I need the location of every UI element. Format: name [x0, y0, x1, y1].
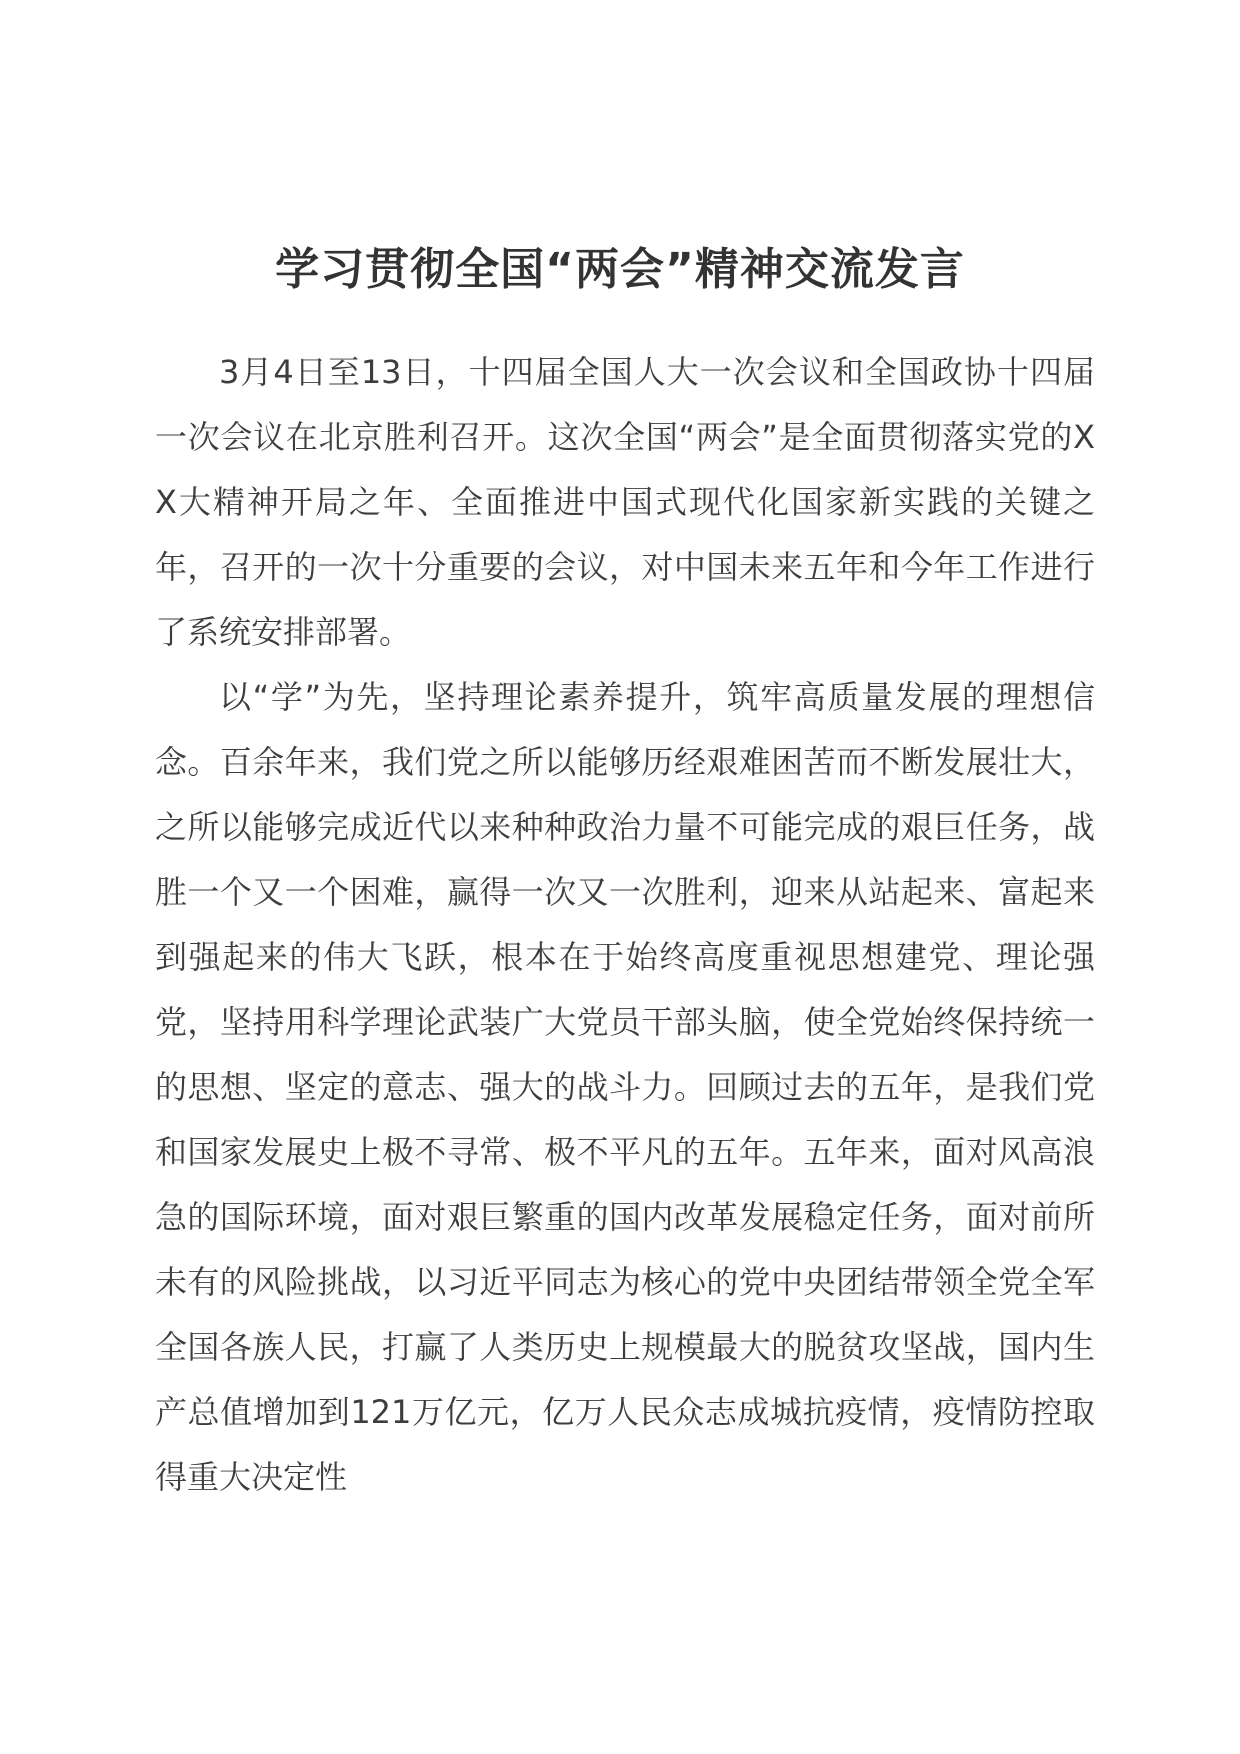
document-body: [155, 340, 1095, 1510]
paragraph-1: 3月4日至13日，十四届全国人大一次会议和全国政协十四届一次会议在北京胜利召开。这次全国“两会”是全面贯彻落实党的XX大精神开局之年、全面推进中国式现代化国家新实践的关键之年，召开的一次十分重要的会议，对中国未来五年和今年工作进行了系统安排部署。: [155, 353, 1095, 651]
document-title: 学习贯彻全国“两会”精神交流发言: [275, 244, 965, 295]
paragraph-2: 以“学”为先，坚持理论素养提升，筑牢高质量发展的理想信念。百余年来，我们党之所以能够历经艰难困苦而不断发展壮大，之所以能够完成近代以来种种政治力量不可能完成的艰巨任务，战胜一个又一个困难，赢得一次又一次胜利，迎来从站起来、富起来到强起来的伟大飞跃，根本在于始终高度重视思想建党、理论强党，坚持用科学理论武装广大党员干部头脑，使全党始终保持统一的思想、坚定的意志、强大的战斗力。回顾过去的五年，是我们党和国家发展史上极不寻常、极不平凡的五年。五年来，面对风高浪急的国际环境，面对艰巨繁重的国内改革发展稳定任务，面对前所未有的风险挑战，以习近平同志为核心的党中央团结带领全党全军全国各族人民，打赢了人类历史上规模最大的脱贫攻坚战，国内生产总值增加到121万亿元，亿万人民众志成城抗疫情，疫情防控取得重大决定性: [155, 678, 1095, 1496]
